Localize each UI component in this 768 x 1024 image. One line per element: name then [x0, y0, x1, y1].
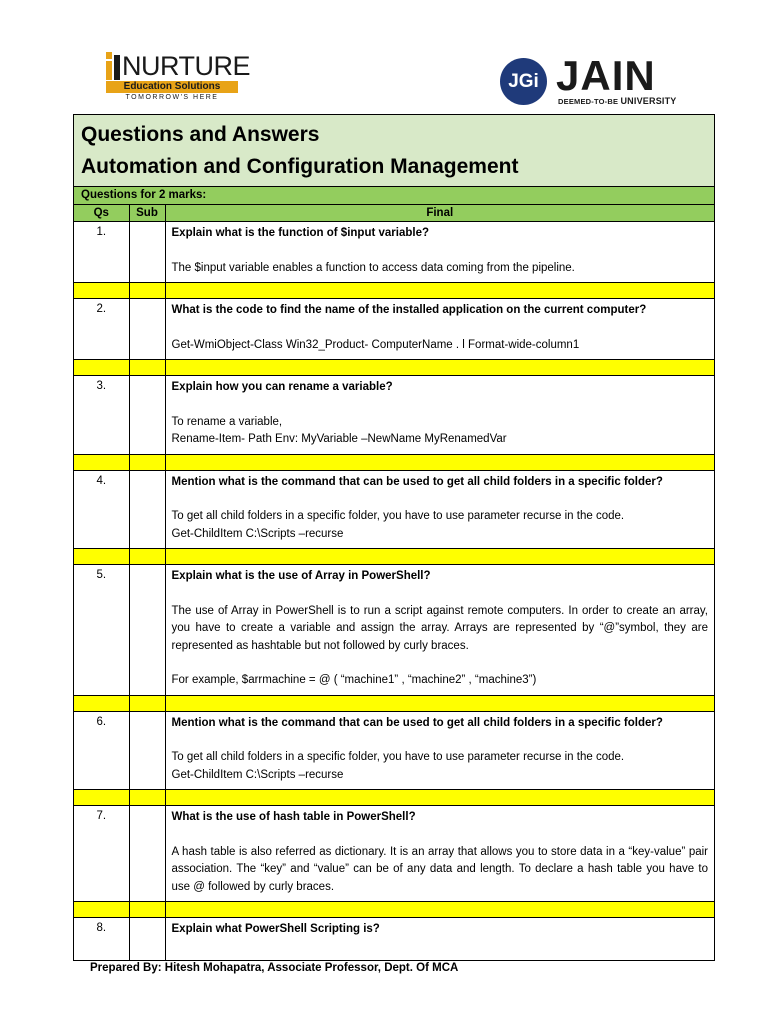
answer-text — [172, 603, 709, 690]
header-qs: Qs — [74, 205, 129, 222]
inurture-i-mark-icon — [106, 52, 120, 80]
question-answer-cell — [165, 711, 714, 790]
question-answer-cell — [165, 299, 714, 360]
question-text: Mention what is the command that can be used to get all child folders in a specific folder? — [171, 716, 663, 729]
jain-subtitle-suffix: UNIVERSITY — [620, 96, 677, 106]
jain-university-logo — [500, 52, 680, 108]
table-row — [74, 711, 714, 790]
table-row — [74, 222, 714, 283]
footer-prepared-by: Prepared By: Hitesh Mohapatra, Associate Professor, Dept. Of MCA — [90, 962, 459, 974]
answer-line: To get all child folders in a specific folder, you have to use parameter recurse in the code. — [171, 510, 625, 522]
table-row — [74, 918, 714, 960]
question-number: 2. — [74, 299, 129, 360]
question-number: 8. — [74, 918, 129, 960]
answer-line: Get-WmiObject-Class Win32_Product- ComputerName . l Format-wide-column1 — [171, 338, 580, 351]
sub-cell — [129, 376, 165, 455]
highlight-separator-row — [74, 360, 714, 376]
answer-line: To get all child folders in a specific folder, you have to use parameter recurse in the code. — [171, 751, 625, 763]
question-number: 1. — [74, 222, 129, 283]
question-number: 3. — [74, 376, 129, 455]
highlight-separator-row — [74, 695, 714, 711]
sub-cell — [129, 222, 165, 283]
inurture-logo-bar: Education Solutions — [106, 81, 238, 93]
answer-line: The $input variable enables a function to access data coming from the pipeline. — [171, 261, 575, 274]
highlight-separator-row — [74, 549, 714, 565]
question-number: 7. — [74, 806, 129, 902]
question-text: What is the code to find the name of the installed application on the current computer? — [171, 304, 647, 316]
question-answer-cell — [165, 222, 714, 283]
question-text: Explain how you can rename a variable? — [171, 381, 393, 393]
answer-line: The use of Array in PowerShell is to run a script against remote computers. In order to create an array, you have to create a variable and assign the array. Arrays are represented by “@”symbol, they are represented as hashtable but not followed by curly braces. — [171, 604, 708, 652]
jain-subtitle — [558, 96, 677, 106]
section-heading: Questions for 2 marks: — [74, 187, 714, 205]
question-number: 5. — [74, 565, 129, 696]
highlight-separator-row — [74, 902, 714, 918]
inurture-tagline: TOMORROW'S HERE — [125, 94, 219, 101]
answer-text — [172, 844, 709, 897]
table-row — [74, 299, 714, 360]
answer-line: Rename-Item- Path Env: MyVariable –NewName MyRenamedVar — [171, 433, 507, 445]
highlight-separator-row — [74, 454, 714, 470]
question-text: What is the use of hash table in PowerShell? — [171, 811, 416, 823]
answer-line: Get-ChildItem C:\Scripts –recurse — [171, 768, 344, 781]
question-answer-cell — [165, 565, 714, 696]
question-answer-cell — [165, 376, 714, 455]
title-band — [74, 115, 714, 187]
answer-text — [172, 260, 709, 278]
answer-line: For example, $arrmachine = @ ( “machine1” , “machine2” , “machine3”) — [171, 674, 537, 686]
document-title: Questions and Answers — [81, 123, 320, 146]
answer-text — [172, 508, 709, 543]
header-sub: Sub — [129, 205, 165, 222]
sub-cell — [129, 299, 165, 360]
highlight-separator-row — [74, 790, 714, 806]
jgi-circle-icon: JGi — [500, 58, 547, 105]
question-text: Explain what is the use of Array in PowerShell? — [171, 570, 431, 582]
question-text: Explain what is the function of $input variable? — [171, 227, 429, 239]
table-row — [74, 376, 714, 455]
document-subtitle: Automation and Configuration Management — [81, 155, 519, 178]
qa-table — [74, 205, 714, 960]
inurture-logo — [106, 50, 251, 105]
question-text: Explain what PowerShell Scripting is? — [171, 923, 380, 935]
answer-line: Get-ChildItem C:\Scripts –recurse — [171, 527, 344, 540]
answer-line: To rename a variable, — [171, 415, 283, 428]
table-row — [74, 806, 714, 902]
answer-text — [172, 414, 709, 449]
table-header-row — [74, 205, 714, 222]
sub-cell — [129, 565, 165, 696]
sub-cell — [129, 806, 165, 902]
highlight-separator-row — [74, 283, 714, 299]
question-answer-cell — [165, 918, 714, 960]
qa-document — [73, 114, 715, 961]
question-answer-cell — [165, 470, 714, 549]
inurture-logo-text: NURTURE — [122, 51, 251, 81]
inurture-wordmark — [106, 50, 250, 80]
table-row — [74, 565, 714, 696]
question-number: 4. — [74, 470, 129, 549]
question-number: 6. — [74, 711, 129, 790]
sub-cell — [129, 711, 165, 790]
question-text: Mention what is the command that can be used to get all child folders in a specific folder? — [171, 475, 663, 488]
jain-subtitle-prefix: DEEMED-TO-BE — [558, 97, 619, 106]
sub-cell — [129, 470, 165, 549]
answer-text — [172, 749, 709, 784]
answer-text — [172, 337, 709, 355]
jain-wordmark: JAIN — [556, 52, 656, 99]
header-final: Final — [165, 205, 714, 222]
table-row — [74, 470, 714, 549]
answer-line: A hash table is also referred as dictionary. It is an array that allows you to store data in a “key-value” pair association. The “key” and “value” can be of any data and length. To declare a hash table you have to use @ followed by curly braces. — [171, 845, 708, 893]
question-answer-cell — [165, 806, 714, 902]
sub-cell — [129, 918, 165, 960]
